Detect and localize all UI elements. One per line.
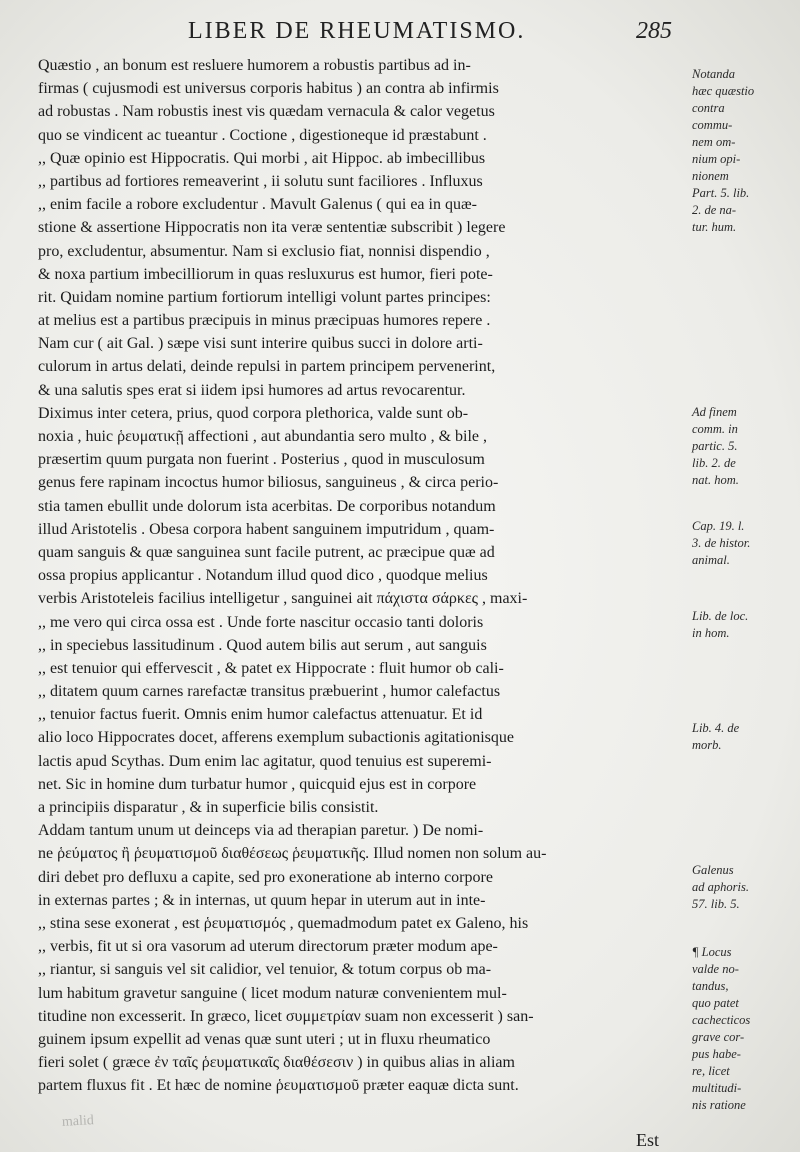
margin-note: Notanda hæc quæstio contra commu- nem om- nium opi- nionem Part. 5. lib. 2. de na- tur. hum. [692,67,755,234]
margin-note: Galenus ad aphoris. 57. lib. 5. [692,863,749,911]
text-line: at melius est a partibus præcipuis in minus præcipuas humores repere . [38,312,491,330]
text-line: ,, tenuior factus fuerit. Omnis enim humor calefactus attenuatur. Et id [38,706,483,724]
text-line: alio loco Hippocrates docet, afferens exemplum subactionis agitationisque [38,729,515,747]
margin-note: Ad finem comm. in partic. 5. lib. 2. de nat. hom. [692,405,739,487]
body-text [38,54,688,1097]
text-line: titudine non excesserit. In græco, licet συμμετρίαν suam non excesserit ) san- [38,1007,534,1025]
text-line: ,, ditatem quum carnes rarefactæ transitus præbuerint , humor calefactus [38,683,501,701]
page-header [0,14,800,50]
margin-note: Lib. de loc. in hom. [692,609,749,640]
running-title: LIBER DE RHEUMATISMO. [188,18,526,44]
text-line: Addam tantum unum ut deinceps via ad therapian paretur. ) De nomi- [38,822,484,840]
faded-stamp: malid [61,1113,95,1130]
text-line: ,, Quæ opinio est Hippocratis. Qui morbi , ait Hippoc. ab imbecillibus [38,149,486,167]
text-line: ,, enim facile a robore excludentur . Mavult Galenus ( qui ea in quæ- [38,196,477,214]
text-line: rit. Quidam nomine partium fortiorum intelligi volunt partes principes: [38,288,491,306]
text-line: quo se vindicent ac tueantur . Coctione , digestioneque id præstabunt . [38,126,487,144]
text-line: fieri solet ( græce ἐν ταῖς ῥευματικαῖς διαθέσεσιν ) in quibus alias in aliam [38,1054,515,1072]
text-line: ne ῥεύματος ἢ ῥευματισμοῦ διαθέσεως ῥευματικῆς. Illud nomen non solum au- [38,845,547,863]
text-line: ossa propius applicantur . Notandum illud quod dico , quodque melius [38,567,488,585]
text-line: stione & assertione Hippocratis non ita veræ sententiæ subscribit ) legere [38,219,506,237]
text-line: ,, est tenuior qui effervescit , & patet ex Hippocrate : fluit humor ob cali- [38,659,504,677]
text-line: Diximus inter cetera, prius, quod corpora plethorica, valde sunt ob- [38,404,469,422]
text-line: culorum in artus delati, deinde repulsi in partem principem pervenerint, [38,358,496,376]
text-line: guinem ipsum expellit ad venas quæ sunt uteri ; ut in fluxu rheumatico [38,1030,491,1048]
text-line: partem fluxus fit . Et hæc de nomine ῥευματισμοῦ præter eaquæ dicta sunt. [38,1077,519,1095]
text-line: lactis apud Scythas. Dum enim lac agitatur, quod tenuius est superemi- [38,752,492,770]
text-line: stia tamen ebullit unde dolorum ista acerbitas. De corporibus notandum [38,497,496,515]
margin-note: Cap. 19. l. 3. de histor. animal. [692,519,751,567]
text-line: ,, me vero qui circa ossa est . Unde forte nascitur occasio tanti doloris [38,613,484,631]
text-line: præsertim quum purgata non fuerint . Posterius , quod in musculosum [38,451,485,469]
text-line: diri debet pro defluxu a capite, sed pro exoneratione ab interno corpore [38,868,493,886]
text-line: ,, in speciebus lassitudinum . Quod autem bilis aut serum , aut sanguis [38,636,487,654]
text-line: a principiis disparatur , & in superficie bilis consistit. [38,799,379,816]
text-line: net. Sic in homine dum turbatur humor , quicquid ejus est in corpore [38,775,477,793]
text-line: illud Aristotelis . Obesa corpora habent sanguinem imputridum , quam- [38,520,495,538]
margin-note: ¶ Locus valde no- tandus, quo patet cachecticos grave cor- pus habe- re, licet multitudi- nis ratione [692,945,751,1112]
catchword: Est [636,1130,660,1150]
text-line: ad robustas . Nam robustis inest vis quædam vernacula & calor vegetus [38,103,495,121]
text-line: noxia , huic ῥευματικῇ affectioni , aut abundantia sero multo , & bile , [38,428,488,445]
text-line: firmas ( cujusmodi est universus corporis habitus ) an contra ab infirmis [38,80,499,98]
text-line: genus fere rapinam incoctus humor biliosus, sanguineus , & circa perio- [38,474,499,492]
margin-note: Lib. 4. de morb. [692,721,740,752]
text-line: Quæstio , an bonum est resluere humorem a robustis partibus ad in- [38,57,471,74]
text-line: & noxa partium imbecilliorum in quas resluxurus est humor, fieri pote- [38,265,493,283]
text-line: quam sanguis & quæ sanguinea sunt facile putrent, ac præcipue quæ ad [38,543,495,561]
text-line: Nam cur ( ait Gal. ) sæpe visi sunt interire quibus succi in dolore arti- [38,335,483,353]
text-line: ,, verbis, fit ut si ora vasorum ad uterum directorum præter modum ape- [38,938,498,956]
text-line: ,, riantur, si sanguis vel sit calidior, vel tenuior, & totum corpus ob ma- [38,961,492,979]
text-line: ,, stina sese exonerat , est ῥευματισμός , quemadmodum patet ex Galeno, his [38,914,529,932]
text-line: in externas partes ; & in internas, ut quum hepar in uterum aut in inte- [38,891,486,909]
text-line: lum habitum gravetur sanguine ( licet modum naturæ convenientem mul- [38,984,507,1002]
text-line: verbis Aristoteleis facilius intelligetur , sanguinei ait πάχιστα σάρκες , maxi- [38,590,528,608]
page-number: 285 [636,18,672,44]
text-line: ,, partibus ad fortiores remeaverint , ii solutu sunt faciliores . Influxus [38,172,483,190]
text-line: pro, excludentur, absumentur. Nam si exclusio fiat, nonnisi dispendio , [38,242,490,260]
text-line: & una salutis spes erat si iidem ipsi humores ad artus revocarentur. [38,381,466,399]
